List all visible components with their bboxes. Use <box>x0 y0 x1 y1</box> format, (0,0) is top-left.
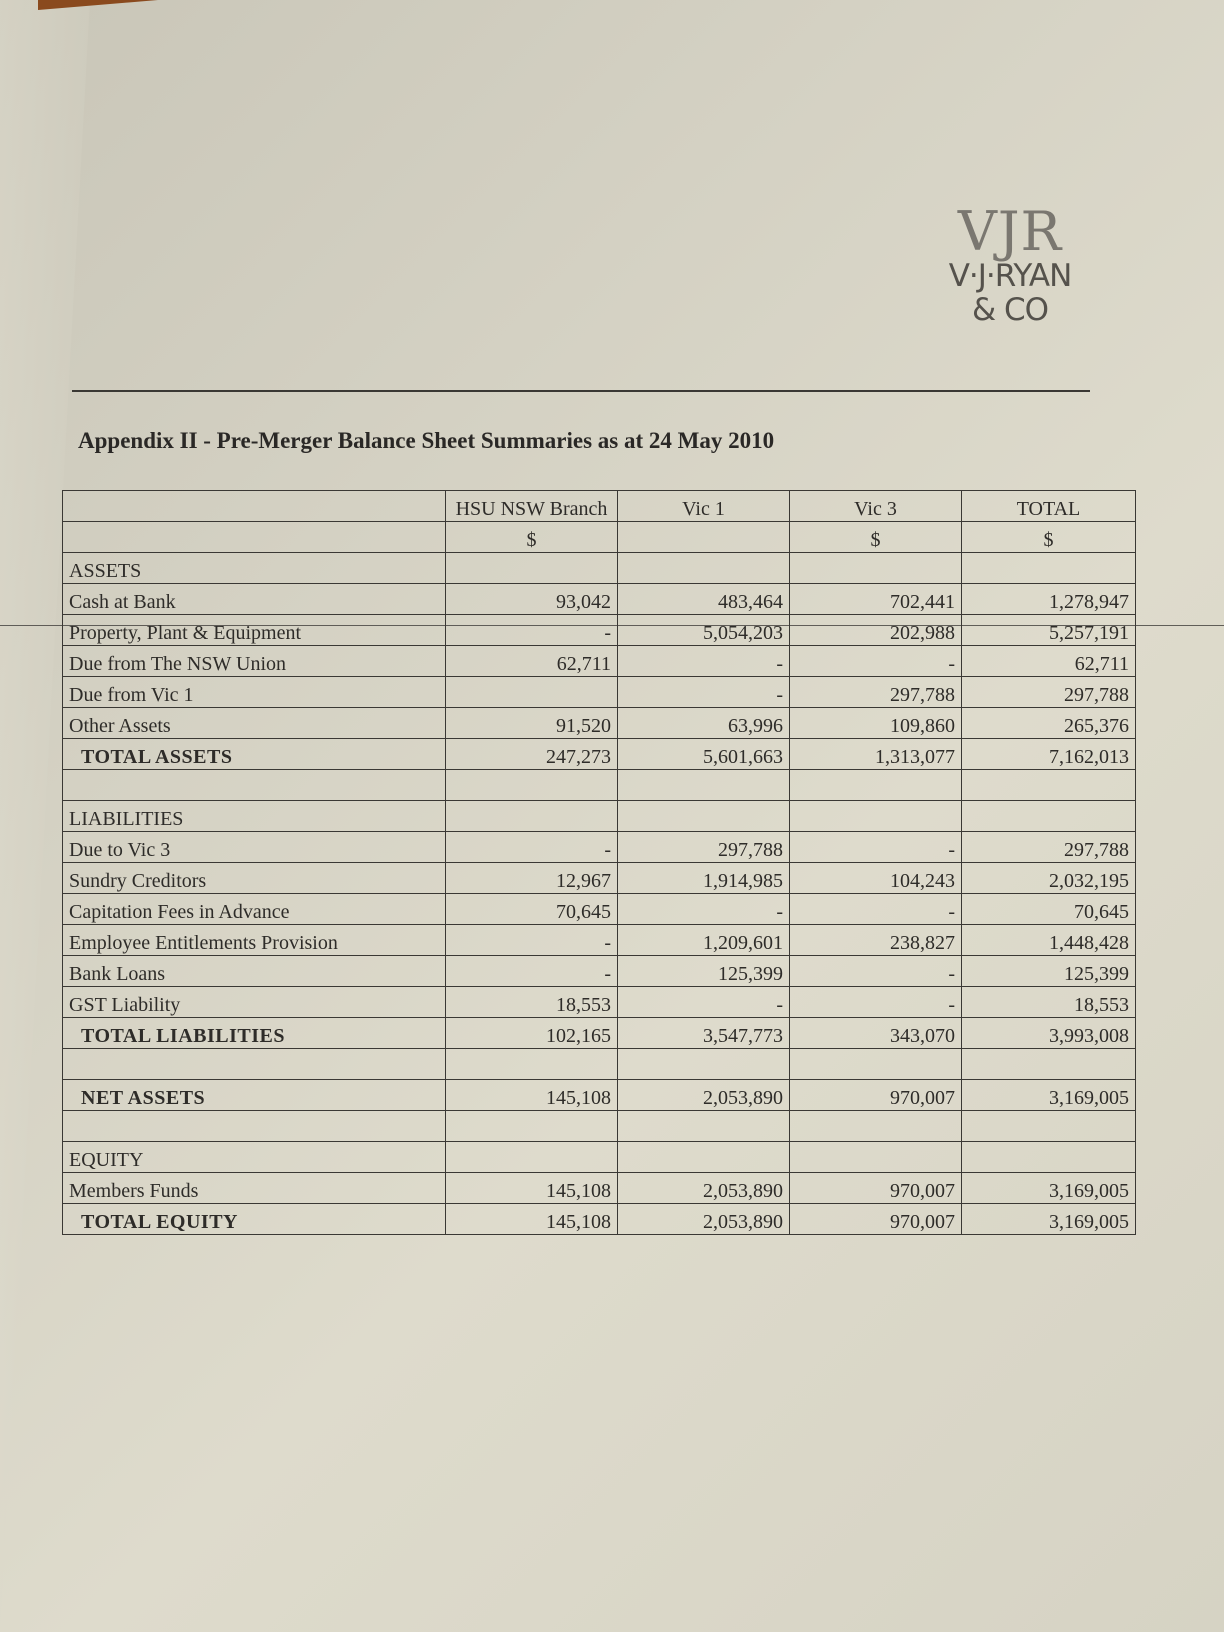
total-value: 3,169,005 <box>962 1204 1136 1235</box>
column-header-hsu-nsw: HSU NSW Branch <box>446 491 618 522</box>
row-label: Other Assets <box>63 708 446 739</box>
balance-sheet-table <box>62 490 1136 1235</box>
total-value: 2,053,890 <box>618 1204 790 1235</box>
column-header-total: TOTAL <box>962 491 1136 522</box>
net-assets-label: NET ASSETS <box>63 1080 446 1111</box>
total-value: 3,993,008 <box>962 1018 1136 1049</box>
cell-value: 125,399 <box>962 956 1136 987</box>
spacer-row <box>63 1111 1136 1142</box>
total-value: 145,108 <box>446 1204 618 1235</box>
total-value: 343,070 <box>790 1018 962 1049</box>
total-value: 102,165 <box>446 1018 618 1049</box>
cell-value: - <box>790 894 962 925</box>
logo-company-name: V·J·RYAN <box>948 258 1072 294</box>
document-title: Appendix II - Pre-Merger Balance Sheet Summaries as at 24 May 2010 <box>78 428 775 453</box>
table-row <box>63 615 1136 646</box>
cell-value: 109,860 <box>790 708 962 739</box>
cell-value: 62,711 <box>446 646 618 677</box>
net-assets-value: 970,007 <box>790 1080 962 1111</box>
section-heading-assets: ASSETS <box>63 553 446 584</box>
cell-value: 238,827 <box>790 925 962 956</box>
cell-value: 297,788 <box>962 677 1136 708</box>
column-header-row <box>63 491 1136 522</box>
cell-value: 1,914,985 <box>618 863 790 894</box>
cell-value: 70,645 <box>446 894 618 925</box>
table-row <box>63 832 1136 863</box>
cell-value <box>446 677 618 708</box>
cell-value: 63,996 <box>618 708 790 739</box>
total-row-equity <box>63 1204 1136 1235</box>
row-label: Capitation Fees in Advance <box>63 894 446 925</box>
spacer-row <box>63 1049 1136 1080</box>
cell-value: - <box>618 646 790 677</box>
total-label: TOTAL LIABILITIES <box>63 1018 446 1049</box>
total-row-assets <box>63 739 1136 770</box>
row-label: Employee Entitlements Provision <box>63 925 446 956</box>
cell-value: 5,054,203 <box>618 615 790 646</box>
cell-value: 18,553 <box>962 987 1136 1018</box>
cell-value: 91,520 <box>446 708 618 739</box>
table-row <box>63 1173 1136 1204</box>
cell-value: 125,399 <box>618 956 790 987</box>
currency-cell: $ <box>446 522 618 553</box>
table-row <box>63 894 1136 925</box>
row-label: Property, Plant & Equipment <box>63 615 446 646</box>
logo-company-suffix: & CO <box>971 292 1049 328</box>
cell-value: 297,788 <box>618 832 790 863</box>
cell-value: 93,042 <box>446 584 618 615</box>
cell-value: - <box>790 987 962 1018</box>
net-assets-row <box>63 1080 1136 1111</box>
cell-value: 202,988 <box>790 615 962 646</box>
row-label: Bank Loans <box>63 956 446 987</box>
cell-value: - <box>790 832 962 863</box>
total-value: 970,007 <box>790 1204 962 1235</box>
total-value: 7,162,013 <box>962 739 1136 770</box>
row-label: GST Liability <box>63 987 446 1018</box>
table-row <box>63 987 1136 1018</box>
cell-value: 970,007 <box>790 1173 962 1204</box>
currency-cell <box>618 522 790 553</box>
table-row <box>63 677 1136 708</box>
cell-value: - <box>790 956 962 987</box>
cell-value: 2,032,195 <box>962 863 1136 894</box>
cell-value: 297,788 <box>790 677 962 708</box>
section-heading-row <box>63 1142 1136 1173</box>
table-row <box>63 584 1136 615</box>
cell-value: 104,243 <box>790 863 962 894</box>
logo-monogram: VJR <box>957 200 1063 263</box>
cell-value: - <box>618 677 790 708</box>
currency-row <box>63 522 1136 553</box>
total-label: TOTAL ASSETS <box>63 739 446 770</box>
total-value: 3,547,773 <box>618 1018 790 1049</box>
cell-value: - <box>446 832 618 863</box>
cell-value: - <box>618 894 790 925</box>
cell-value: - <box>446 615 618 646</box>
cell-value: - <box>790 646 962 677</box>
header-divider <box>72 390 1090 392</box>
total-row-liabilities <box>63 1018 1136 1049</box>
company-logo <box>930 200 1090 328</box>
row-label: Cash at Bank <box>63 584 446 615</box>
row-label: Members Funds <box>63 1173 446 1204</box>
column-header-vic3: Vic 3 <box>790 491 962 522</box>
total-value: 5,601,663 <box>618 739 790 770</box>
cell-value: 1,278,947 <box>962 584 1136 615</box>
total-value: 1,313,077 <box>790 739 962 770</box>
cell-value: 3,169,005 <box>962 1173 1136 1204</box>
row-label: Due from The NSW Union <box>63 646 446 677</box>
cell-value: 297,788 <box>962 832 1136 863</box>
row-label: Due to Vic 3 <box>63 832 446 863</box>
column-header-vic1: Vic 1 <box>618 491 790 522</box>
cell-value: 62,711 <box>962 646 1136 677</box>
cell-value: 1,448,428 <box>962 925 1136 956</box>
total-label: TOTAL EQUITY <box>63 1204 446 1235</box>
table-row <box>63 708 1136 739</box>
section-heading-equity: EQUITY <box>63 1142 446 1173</box>
row-label: Sundry Creditors <box>63 863 446 894</box>
section-heading-row <box>63 553 1136 584</box>
cell-value: 12,967 <box>446 863 618 894</box>
background-edge <box>38 0 158 10</box>
total-value: 247,273 <box>446 739 618 770</box>
currency-cell: $ <box>790 522 962 553</box>
cell-value: 702,441 <box>790 584 962 615</box>
section-heading-liabilities: LIABILITIES <box>63 801 446 832</box>
cell-value: - <box>618 987 790 1018</box>
cell-value: 70,645 <box>962 894 1136 925</box>
cell-value: - <box>446 925 618 956</box>
spacer-row <box>63 770 1136 801</box>
cell-value: 483,464 <box>618 584 790 615</box>
cell-value: 2,053,890 <box>618 1173 790 1204</box>
table-row <box>63 863 1136 894</box>
net-assets-value: 145,108 <box>446 1080 618 1111</box>
row-label: Due from Vic 1 <box>63 677 446 708</box>
net-assets-value: 3,169,005 <box>962 1080 1136 1111</box>
table-row <box>63 956 1136 987</box>
cell-value: 1,209,601 <box>618 925 790 956</box>
cell-value: - <box>446 956 618 987</box>
cell-value: 265,376 <box>962 708 1136 739</box>
column-header-label <box>63 491 446 522</box>
currency-cell: $ <box>962 522 1136 553</box>
section-heading-row <box>63 801 1136 832</box>
cell-value: 145,108 <box>446 1173 618 1204</box>
table-row <box>63 925 1136 956</box>
currency-cell <box>63 522 446 553</box>
cell-value: 18,553 <box>446 987 618 1018</box>
table-row <box>63 646 1136 677</box>
net-assets-value: 2,053,890 <box>618 1080 790 1111</box>
cell-value: 5,257,191 <box>962 615 1136 646</box>
